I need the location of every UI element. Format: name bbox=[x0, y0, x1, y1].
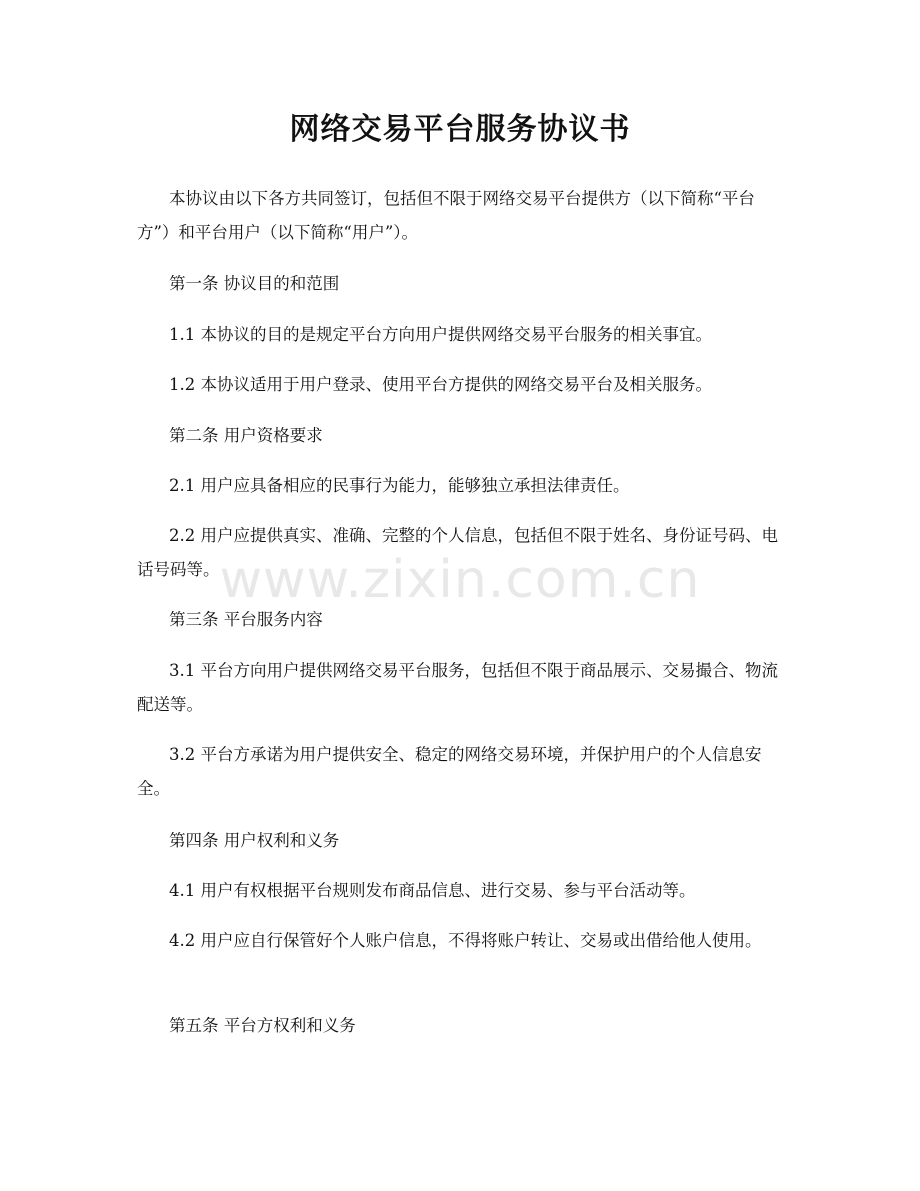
clause-4-2: 4.2 用户应自行保管好个人账户信息，不得将账户转让、交易或出借给他人使用。 bbox=[169, 931, 762, 950]
clause-4-1: 4.1 用户有权根据平台规则发布商品信息、进行交易、参与平台活动等。 bbox=[169, 881, 696, 900]
clause-3-1: 3.1 平台方向用户提供网络交易平台服务，包括但不限于商品展示、交易撮合、物流配送等。 bbox=[137, 661, 778, 714]
document-title: 网络交易平台服务协议书 bbox=[289, 112, 631, 147]
clause-3-2: 3.2 平台方承诺为用户提供安全、稳定的网络交易环境，并保护用户的个人信息安全。 bbox=[137, 745, 762, 798]
article-4-heading: 第四条 用户权利和义务 bbox=[169, 831, 340, 850]
article-1-heading: 第一条 协议目的和范围 bbox=[169, 274, 340, 293]
clause-2-1: 2.1 用户应具备相应的民事行为能力，能够独立承担法律责任。 bbox=[169, 476, 630, 495]
clause-1-1: 1.1 本协议的目的是规定平台方向用户提供网络交易平台服务的相关事宜。 bbox=[169, 325, 712, 344]
article-3-heading: 第三条 平台服务内容 bbox=[169, 610, 323, 629]
watermark: www.zixin.com.cn bbox=[219, 550, 701, 610]
article-2-heading: 第二条 用户资格要求 bbox=[169, 426, 323, 445]
clause-2-2: 2.2 用户应提供真实、准确、完整的个人信息，包括但不限于姓名、身份证号码、电话号码等。 bbox=[137, 526, 778, 579]
clause-1-2: 1.2 本协议适用于用户登录、使用平台方提供的网络交易平台及相关服务。 bbox=[169, 375, 712, 394]
article-5-heading: 第五条 平台方权利和义务 bbox=[169, 1016, 356, 1035]
intro-paragraph: 本协议由以下各方共同签订，包括但不限于网络交易平台提供方（以下简称“平台方”）和平台用户（以下简称“用户”）。 bbox=[137, 189, 755, 242]
